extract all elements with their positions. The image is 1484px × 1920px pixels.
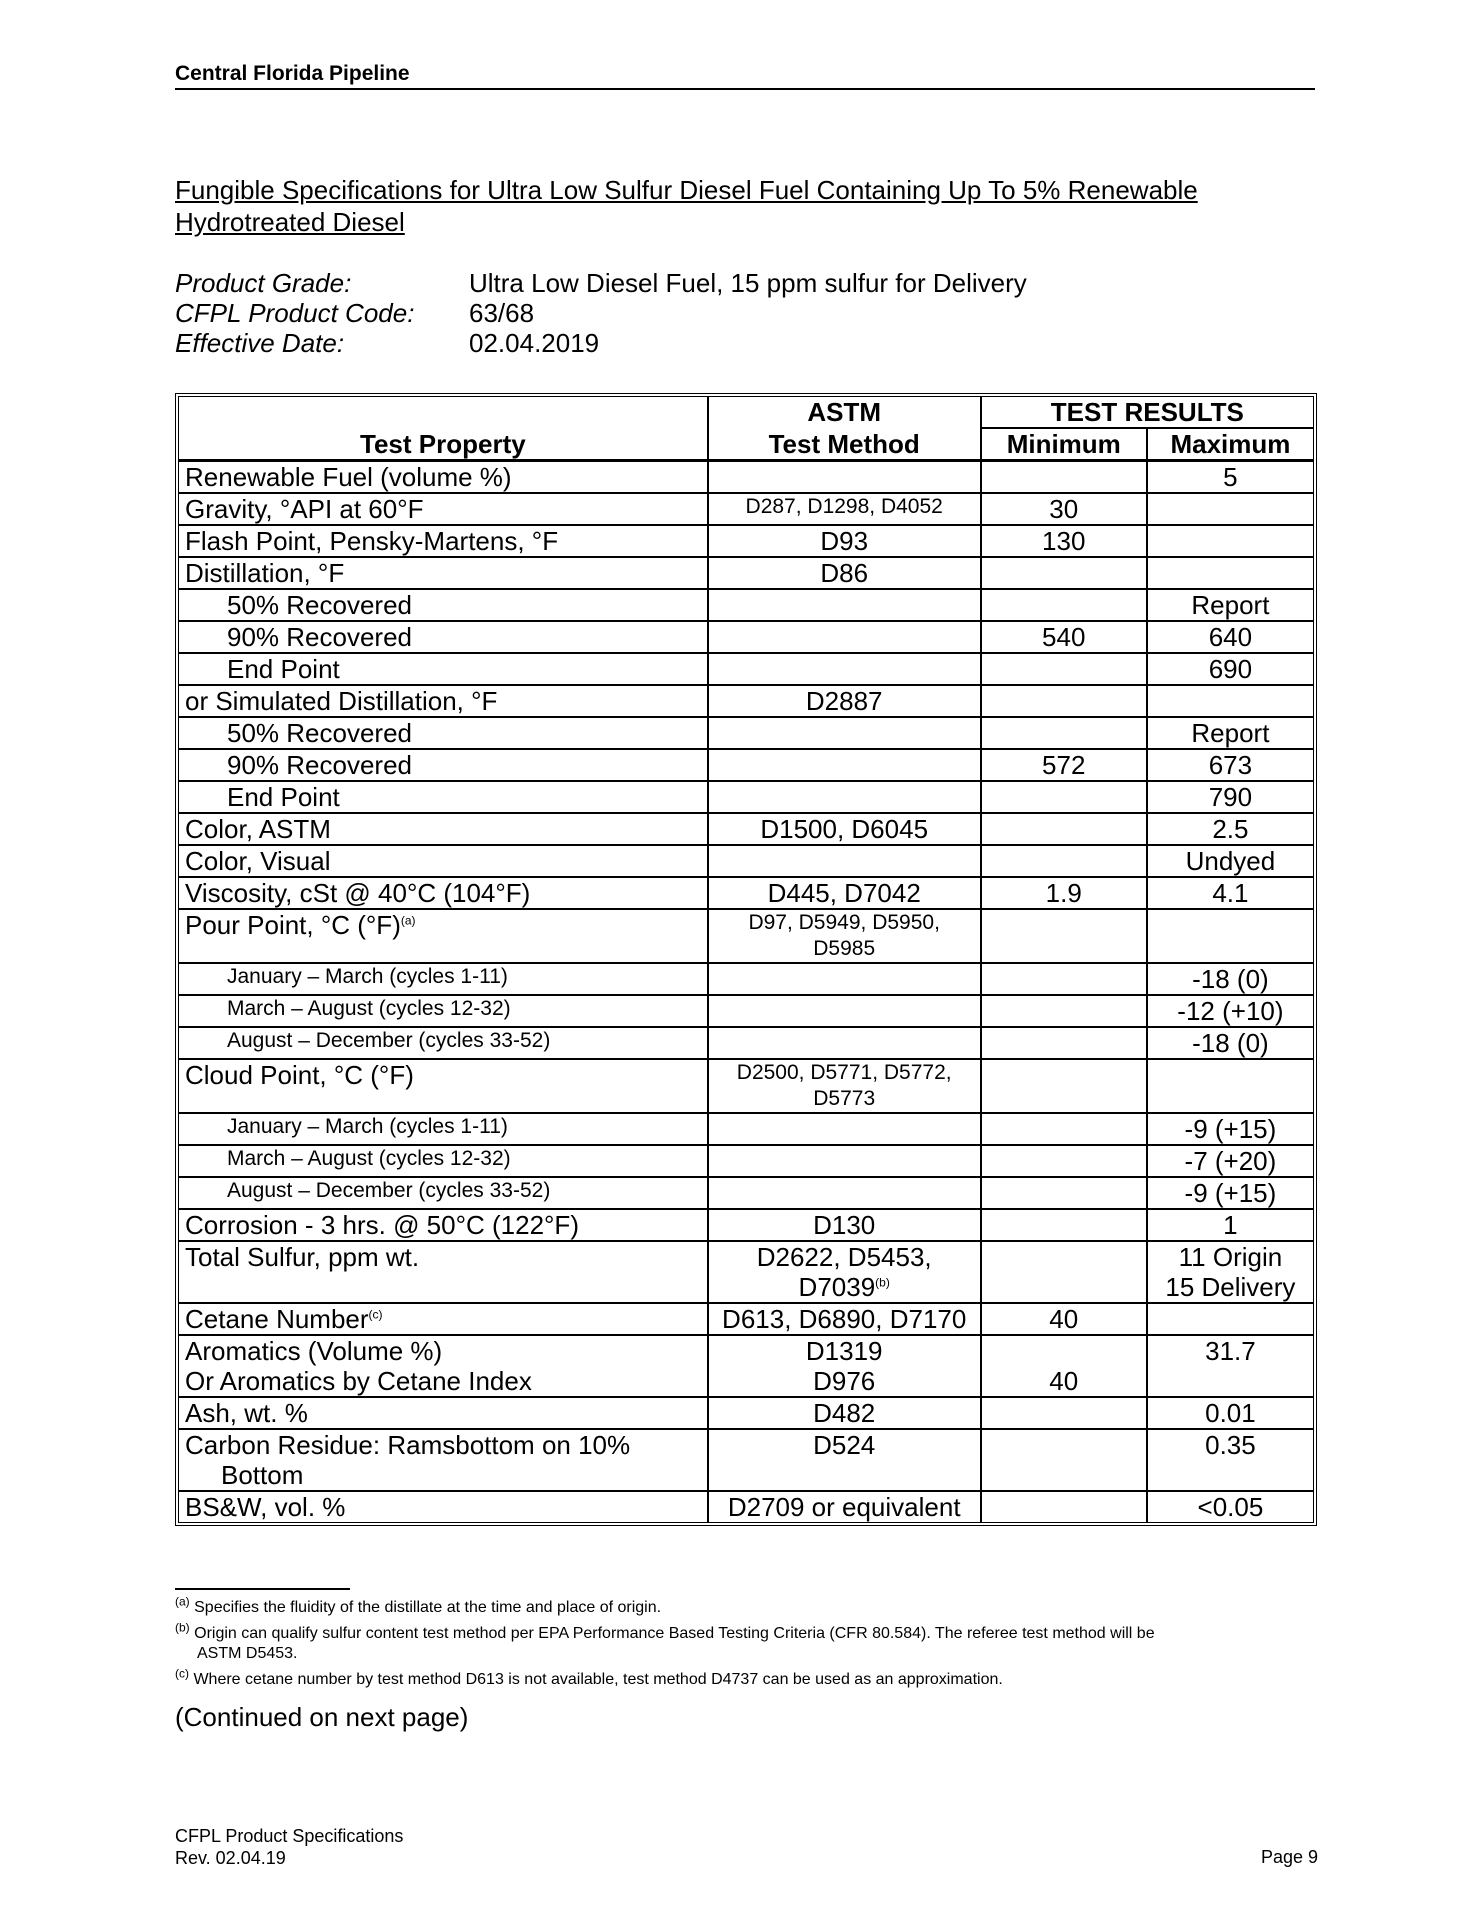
max-cell: -7 (+20) xyxy=(1148,1146,1313,1178)
method-cell xyxy=(709,718,982,750)
max-cell: 0.01 xyxy=(1148,1398,1313,1430)
method-cell xyxy=(709,654,982,686)
property-text: Cetane Number xyxy=(185,1304,369,1334)
min-cell xyxy=(982,558,1148,590)
method-cell xyxy=(709,590,982,622)
table-row xyxy=(179,462,1313,494)
max-line: 11 Origin xyxy=(1178,1242,1283,1272)
method-line: D2622, D5453, xyxy=(756,1242,932,1272)
table-row xyxy=(179,964,1313,996)
product-meta xyxy=(175,268,1027,358)
property-cell: Corrosion - 3 hrs. @ 50°C (122°F) xyxy=(179,1210,709,1242)
footnote-mark: (b) xyxy=(175,1620,190,1635)
footnote-ref-c: (c) xyxy=(368,1307,383,1322)
header-test-method: Test Method xyxy=(709,429,982,462)
title-line-1: Fungible Specifications for Ultra Low Sulfur Diesel Fuel Containing Up To 5% Renewable xyxy=(175,175,1198,205)
method-cell: D1500, D6045 xyxy=(709,814,982,846)
method-cell: D93 xyxy=(709,526,982,558)
header-test-property: Test Property xyxy=(179,397,709,462)
meta-value: 02.04.2019 xyxy=(469,328,600,358)
method-cell xyxy=(709,1178,982,1210)
method-cell xyxy=(709,1242,982,1304)
meta-effective-date: Effective Date: 02.04.2019 xyxy=(175,328,600,358)
footnote-mark: (c) xyxy=(175,1666,189,1681)
max-cell xyxy=(1148,1060,1313,1114)
min-value: 40 xyxy=(1049,1366,1079,1396)
table-row xyxy=(179,996,1313,1028)
footnote-text: Specifies the fluidity of the distillate at the time and place of origin. xyxy=(194,1599,662,1616)
property-line: Or Aromatics by Cetane Index xyxy=(185,1366,532,1396)
footer-revision: Rev. 02.04.19 xyxy=(175,1848,286,1868)
table-row xyxy=(179,1304,1313,1336)
method-line: D976 xyxy=(813,1366,876,1396)
property-cell: or Simulated Distillation, °F xyxy=(179,686,709,718)
min-cell xyxy=(982,1028,1148,1060)
max-cell: 0.35 xyxy=(1148,1430,1313,1492)
table-row xyxy=(179,622,1313,654)
property-cell: March – August (cycles 12-32) xyxy=(179,1146,709,1178)
property-cell: Color, Visual xyxy=(179,846,709,878)
table-row xyxy=(179,910,1313,964)
max-cell: -9 (+15) xyxy=(1148,1114,1313,1146)
max-cell: 673 xyxy=(1148,750,1313,782)
property-cell: Color, ASTM xyxy=(179,814,709,846)
table-row xyxy=(179,878,1313,910)
max-cell: Undyed xyxy=(1148,846,1313,878)
meta-product-grade: Product Grade: Ultra Low Diesel Fuel, 15 ppm sulfur for Delivery xyxy=(175,268,1027,298)
method-cell xyxy=(709,462,982,494)
page-number: Page 9 xyxy=(1260,1847,1318,1867)
min-cell xyxy=(982,1060,1148,1114)
max-line: 15 Delivery xyxy=(1165,1272,1296,1302)
method-cell xyxy=(709,964,982,996)
property-cell xyxy=(179,910,709,964)
footnote-a xyxy=(175,1594,1320,1618)
table-row xyxy=(179,558,1313,590)
property-line: Bottom xyxy=(221,1460,304,1490)
property-cell: 90% Recovered xyxy=(179,622,709,654)
footnote-text: Origin can qualify sulfur content test method per EPA Performance Based Testing Criteria (CFR 80.584). The referee test method will be xyxy=(194,1625,1155,1642)
table-row xyxy=(179,1060,1313,1114)
max-cell: <0.05 xyxy=(1197,1492,1264,1522)
min-cell xyxy=(982,1398,1148,1430)
property-cell: 50% Recovered xyxy=(179,590,709,622)
min-cell xyxy=(982,1336,1148,1398)
min-cell xyxy=(982,718,1148,750)
max-cell: -12 (+10) xyxy=(1148,996,1313,1028)
meta-label: Product Grade xyxy=(175,268,345,298)
page-footer xyxy=(175,1825,403,1869)
method-cell xyxy=(709,1146,982,1178)
property-cell: August – December (cycles 33-52) xyxy=(179,1178,709,1210)
footnote-mark: (a) xyxy=(175,1594,190,1609)
max-cell: 4.1 xyxy=(1148,878,1313,910)
header-minimum: Minimum xyxy=(982,429,1148,462)
table-row xyxy=(179,1146,1313,1178)
min-cell xyxy=(982,1146,1148,1178)
property-cell: Gravity, °API at 60°F xyxy=(179,494,709,526)
property-cell: End Point xyxy=(179,654,709,686)
max-cell xyxy=(1148,526,1313,558)
title-line-2: Hydrotreated Diesel xyxy=(175,207,405,237)
max-cell: 690 xyxy=(1148,654,1313,686)
property-cell: January – March (cycles 1-11) xyxy=(179,1114,709,1146)
method-cell: D86 xyxy=(709,558,982,590)
property-cell: Cloud Point, °C (°F) xyxy=(179,1060,709,1114)
property-cell xyxy=(179,1304,709,1336)
max-cell: 640 xyxy=(1148,622,1313,654)
method-cell: D524 xyxy=(709,1430,982,1492)
table-row xyxy=(179,1430,1313,1492)
table-row xyxy=(179,590,1313,622)
table-row xyxy=(179,1210,1313,1242)
footnote-c xyxy=(175,1666,1320,1690)
min-cell xyxy=(982,1210,1148,1242)
max-cell: -18 (0) xyxy=(1148,1028,1313,1060)
method-line: D7039 xyxy=(798,1272,876,1302)
property-cell: Viscosity, cSt @ 40°C (104°F) xyxy=(179,878,709,910)
min-cell: 540 xyxy=(982,622,1148,654)
header-test-results: TEST RESULTS xyxy=(982,397,1313,429)
table-header-row xyxy=(179,397,1313,429)
property-cell: Distillation, °F xyxy=(179,558,709,590)
property-cell: January – March (cycles 1-11) xyxy=(179,964,709,996)
min-cell xyxy=(982,654,1148,686)
meta-label: CFPL Product Code xyxy=(175,298,408,328)
method-cell: D2709 or equivalent xyxy=(709,1492,982,1522)
min-cell xyxy=(982,782,1148,814)
table-row xyxy=(179,814,1313,846)
property-cell xyxy=(179,1336,709,1398)
min-cell xyxy=(982,1492,1148,1522)
min-cell xyxy=(982,814,1148,846)
property-text: Pour Point, °C (°F) xyxy=(185,910,401,940)
footnote-ref-a: (a) xyxy=(400,913,416,928)
specifications-table xyxy=(175,393,1317,1526)
table-row xyxy=(179,750,1313,782)
max-cell: Report xyxy=(1148,590,1313,622)
property-cell: End Point xyxy=(179,782,709,814)
method-cell xyxy=(709,1336,982,1398)
property-cell: 90% Recovered xyxy=(179,750,709,782)
method-cell xyxy=(709,750,982,782)
min-cell xyxy=(982,1430,1148,1492)
min-cell xyxy=(982,686,1148,718)
table-row xyxy=(179,1242,1313,1304)
table-row xyxy=(179,1114,1313,1146)
max-cell xyxy=(1148,686,1313,718)
property-cell: March – August (cycles 12-32) xyxy=(179,996,709,1028)
max-cell: 1 xyxy=(1148,1210,1313,1242)
meta-label: Effective Date xyxy=(175,328,337,358)
min-cell xyxy=(982,1242,1148,1304)
min-cell xyxy=(982,1114,1148,1146)
method-cell: D445, D7042 xyxy=(709,878,982,910)
continued-note: (Continued on next page) xyxy=(175,1702,469,1732)
footnote-text: Where cetane number by test method D613 is not available, test method D4737 can be used as an approximation. xyxy=(193,1671,1003,1688)
property-cell: August – December (cycles 33-52) xyxy=(179,1028,709,1060)
table-row xyxy=(179,782,1313,814)
method-cell: D613, D6890, D7170 xyxy=(709,1304,982,1336)
method-cell: D287, D1298, D4052 xyxy=(709,494,982,526)
min-cell xyxy=(982,1178,1148,1210)
max-cell xyxy=(1148,1242,1313,1304)
property-line: Aromatics (Volume %) xyxy=(185,1336,443,1366)
property-cell: Flash Point, Pensky-Martens, °F xyxy=(179,526,709,558)
max-cell: -18 (0) xyxy=(1148,964,1313,996)
method-cell xyxy=(709,846,982,878)
min-cell xyxy=(982,964,1148,996)
table-row xyxy=(179,1028,1313,1060)
min-cell xyxy=(982,590,1148,622)
method-cell xyxy=(709,622,982,654)
table-row xyxy=(179,718,1313,750)
method-cell: D2500, D5771, D5772, D5773 xyxy=(709,1060,982,1114)
meta-value: Ultra Low Diesel Fuel, 15 ppm sulfur for Delivery xyxy=(469,268,1027,298)
min-cell xyxy=(982,910,1148,964)
method-line: D1319 xyxy=(805,1336,883,1366)
table-row xyxy=(179,1492,1313,1522)
property-cell: Renewable Fuel (volume %) xyxy=(179,462,709,494)
max-cell: 5 xyxy=(1148,462,1313,494)
table-row xyxy=(179,846,1313,878)
max-cell xyxy=(1148,1304,1313,1336)
property-cell: Total Sulfur, ppm wt. xyxy=(179,1242,709,1304)
min-cell xyxy=(982,996,1148,1028)
meta-value: 63/68 xyxy=(469,298,535,328)
max-cell: 2.5 xyxy=(1148,814,1313,846)
max-cell: 790 xyxy=(1148,782,1313,814)
header-astm: ASTM xyxy=(709,397,982,429)
table-row xyxy=(179,1336,1313,1398)
min-cell xyxy=(982,462,1148,494)
footnote-text: ASTM D5453. xyxy=(197,1645,298,1662)
min-cell: 572 xyxy=(982,750,1148,782)
min-cell: 40 xyxy=(982,1304,1148,1336)
table-row xyxy=(179,1178,1313,1210)
max-cell: Report xyxy=(1148,718,1313,750)
max-cell xyxy=(1148,494,1313,526)
table-row xyxy=(179,1398,1313,1430)
footer-doc-name: CFPL Product Specifications xyxy=(175,1826,404,1846)
max-cell: -9 (+15) xyxy=(1148,1178,1313,1210)
method-cell: D2887 xyxy=(709,686,982,718)
min-cell xyxy=(982,846,1148,878)
max-cell: 31.7 xyxy=(1148,1336,1313,1398)
method-cell xyxy=(709,1028,982,1060)
property-cell: 50% Recovered xyxy=(179,718,709,750)
min-cell: 1.9 xyxy=(982,878,1148,910)
footnotes xyxy=(175,1594,1320,1696)
method-cell xyxy=(709,782,982,814)
table-row xyxy=(179,686,1313,718)
method-cell: D97, D5949, D5950, D5985 xyxy=(709,910,982,964)
method-cell xyxy=(709,1114,982,1146)
min-cell: 30 xyxy=(982,494,1148,526)
property-cell: Ash, wt. % xyxy=(179,1398,709,1430)
footnote-divider xyxy=(175,1588,350,1590)
footnote-ref-b: (b) xyxy=(875,1275,890,1290)
table-row xyxy=(179,494,1313,526)
method-cell xyxy=(709,996,982,1028)
footnote-b xyxy=(175,1620,1320,1664)
page-header: Central Florida Pipeline xyxy=(175,62,1315,90)
table-row xyxy=(179,654,1313,686)
max-cell xyxy=(1148,558,1313,590)
document-title xyxy=(175,174,1315,238)
property-cell xyxy=(179,1430,709,1492)
meta-product-code: CFPL Product Code: 63/68 xyxy=(175,298,535,328)
method-cell: D130 xyxy=(709,1210,982,1242)
method-cell: D482 xyxy=(709,1398,982,1430)
min-cell: 130 xyxy=(982,526,1148,558)
property-cell: BS&W, vol. % xyxy=(179,1492,709,1522)
property-line: Carbon Residue: Ramsbottom on 10% xyxy=(185,1430,631,1460)
header-maximum: Maximum xyxy=(1148,429,1313,462)
max-cell xyxy=(1148,910,1313,964)
table-row xyxy=(179,526,1313,558)
